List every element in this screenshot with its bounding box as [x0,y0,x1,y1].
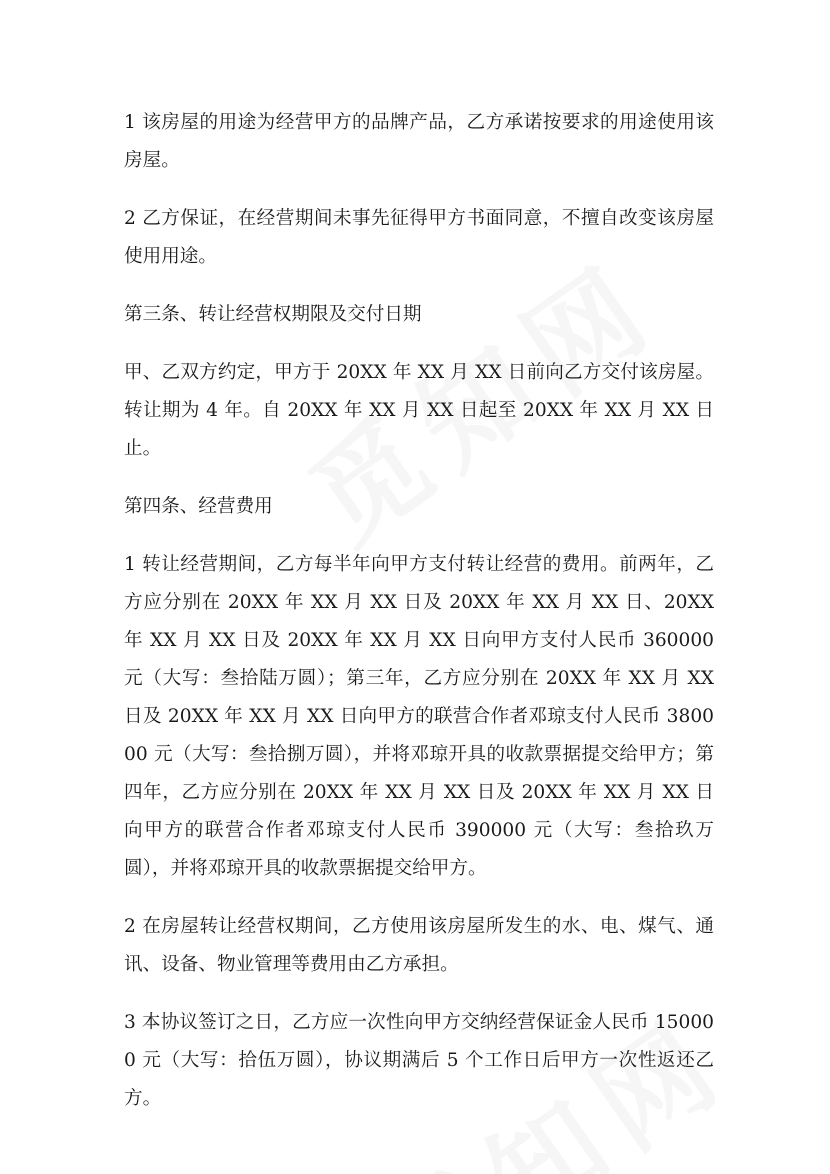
section-heading-article-4: 第四条、经营费用 [124,496,273,517]
paragraph-term-delivery: 甲、乙双方约定，甲方于 20XX 年 XX 月 XX 日前向乙方交付该房屋。转让期为 4 年。自 20XX 年 XX 月 XX 日起至 20XX 年 XX 月 XX 日止。 [124,362,714,459]
paragraph-fees-1: 1 转让经营期间，乙方每半年向甲方支付转让经营的费用。前两年，乙方应分别在 20XX 年 XX 月 XX 日及 20XX 年 XX 月 XX 日、20XX 年 XX 月 XX 日及 20XX 年 XX 月 XX 日向甲方支付人民币 360000 元（大写：叁拾陆万圆）；第三年，乙方应分别在 20XX 年 XX 月 XX 日及 20XX 年 XX 月 XX 日向甲方的联营合作者邓琼支付人民币 380000 元（大写：叁拾捌万圆），并将邓琼开具的收款票据提交给甲方；第四年，乙方应分别在 20XX 年 XX 月 XX 日及 20XX 年 XX 月 XX 日向甲方的联营合作者邓琼支付人民币 390000 元（大写：叁拾玖万圆），并将邓琼开具的收款票据提交给甲方。 [124,554,714,879]
paragraph-usage-1: 1 该房屋的用途为经营甲方的品牌产品，乙方承诺按要求的用途使用该房屋。 [124,112,714,171]
section-heading-article-3: 第三条、转让经营权期限及交付日期 [124,304,422,325]
paragraph-fees-2: 2 在房屋转让经营权期间，乙方使用该房屋所发生的水、电、煤气、通讯、设备、物业管理等费用由乙方承担。 [124,916,714,975]
paragraph-fees-3: 3 本协议签订之日，乙方应一次性向甲方交纳经营保证金人民币 150000 元（大写：拾伍万圆），协议期满后 5 个工作日后甲方一次性返还乙方。 [124,1012,714,1109]
document-body [124,104,714,1138]
paragraph-usage-2: 2 乙方保证，在经营期间未事先征得甲方书面同意，不擅自改变该房屋使用用途。 [124,208,714,267]
